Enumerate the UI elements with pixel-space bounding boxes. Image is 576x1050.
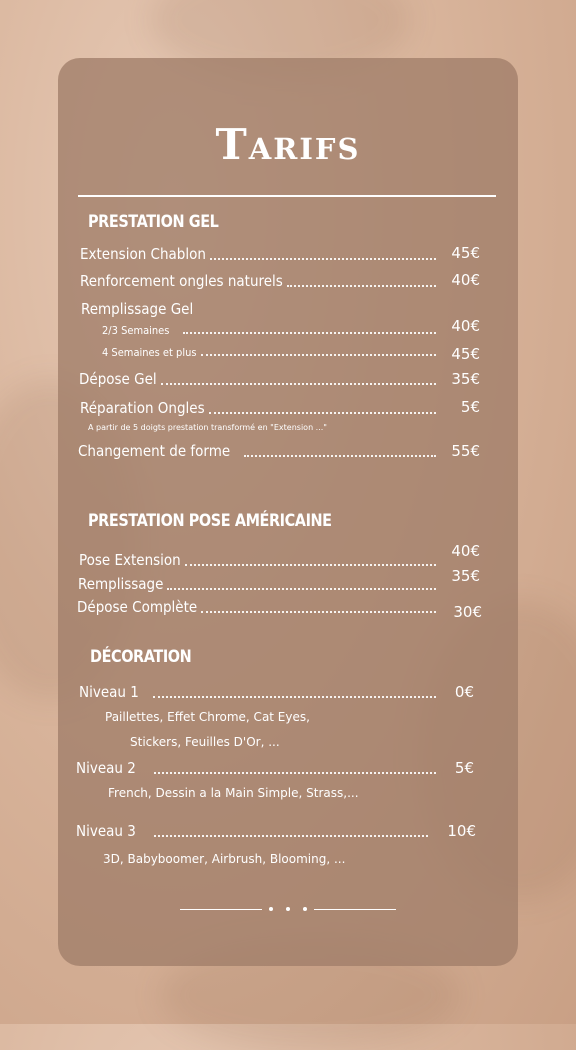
price-row-depose-complete [77, 598, 440, 616]
dot-leader [244, 455, 436, 457]
item-price: 35€ [451, 370, 480, 388]
ornament-dot [269, 907, 273, 911]
section-heading-decoration: DÉCORATION [90, 647, 192, 667]
price-row-depose-gel [79, 370, 440, 388]
reparation-note: A partir de 5 doigts prestation transformé en "Extension ..." [88, 423, 327, 432]
item-price: 30€ [453, 603, 482, 621]
item-label: Niveau 1 [79, 683, 139, 701]
price-row-extension-chablon [80, 245, 440, 263]
dot-leader [153, 696, 436, 698]
ornament-line-right [314, 909, 396, 910]
price-row-changement [78, 442, 440, 460]
niveau-3-description: 3D, Babyboomer, Airbrush, Blooming, ... [103, 852, 346, 866]
item-label: Changement de forme [78, 442, 231, 460]
price-row-pose-extension [79, 551, 440, 569]
page-title: Tarifs [215, 120, 361, 169]
item-label: Remplissage Gel [81, 300, 194, 318]
item-label: Renforcement ongles naturels [80, 272, 283, 290]
price-row-remplissage [78, 575, 440, 593]
price-row-niveau-2 [76, 759, 440, 777]
ornament-dot [286, 907, 290, 911]
item-label: Dépose Complète [77, 598, 198, 616]
price-row-4-semaines [102, 346, 440, 359]
item-price: 45€ [451, 345, 480, 363]
item-label: Pose Extension [79, 551, 181, 569]
dot-leader [185, 564, 436, 566]
dot-leader [154, 835, 428, 837]
niveau-2-description: French, Dessin a la Main Simple, Strass,... [108, 786, 359, 800]
item-label: 2/3 Semaines [102, 324, 170, 337]
item-price: 0€ [454, 683, 474, 701]
item-price: 5€ [454, 759, 474, 777]
item-price: 35€ [451, 567, 480, 585]
dot-leader [209, 412, 436, 414]
ornament-line-left [180, 909, 262, 910]
item-label: Dépose Gel [79, 370, 157, 388]
price-row-23-semaines [102, 324, 440, 337]
niveau-1-description: Paillettes, Effet Chrome, Cat Eyes, [105, 710, 310, 724]
item-price: 40€ [451, 271, 480, 289]
dot-leader [154, 772, 436, 774]
ornament-dot [303, 907, 307, 911]
price-row-remplissage-gel [81, 300, 193, 318]
dot-leader [167, 588, 436, 590]
item-price: 5€ [460, 398, 480, 416]
niveau-1-description-2: Stickers, Feuilles D'Or, ... [130, 735, 280, 749]
price-row-reparation [80, 399, 440, 417]
dot-leader [161, 383, 436, 385]
item-price: 10€ [447, 822, 476, 840]
section-heading-americaine: PRESTATION POSE AMÉRICAINE [88, 511, 332, 531]
item-price: 40€ [451, 542, 480, 560]
dot-leader [287, 285, 436, 287]
dot-leader [183, 332, 436, 334]
price-row-niveau-1 [79, 683, 440, 701]
item-label: Niveau 3 [76, 822, 136, 840]
item-label: Réparation Ongles [80, 399, 205, 417]
item-price: 40€ [451, 317, 480, 335]
section-heading-gel: PRESTATION GEL [88, 212, 219, 232]
dot-leader [210, 258, 436, 260]
price-row-niveau-3 [76, 822, 432, 840]
item-label: Extension Chablon [80, 245, 206, 263]
title-divider [78, 195, 496, 197]
price-row-renforcement [80, 272, 440, 290]
dot-leader [201, 354, 436, 356]
item-label: Niveau 2 [76, 759, 136, 777]
dot-leader [201, 611, 436, 613]
item-label: Remplissage [78, 575, 164, 593]
item-label: 4 Semaines et plus [102, 346, 197, 359]
item-price: 55€ [451, 442, 480, 460]
item-price: 45€ [451, 244, 480, 262]
